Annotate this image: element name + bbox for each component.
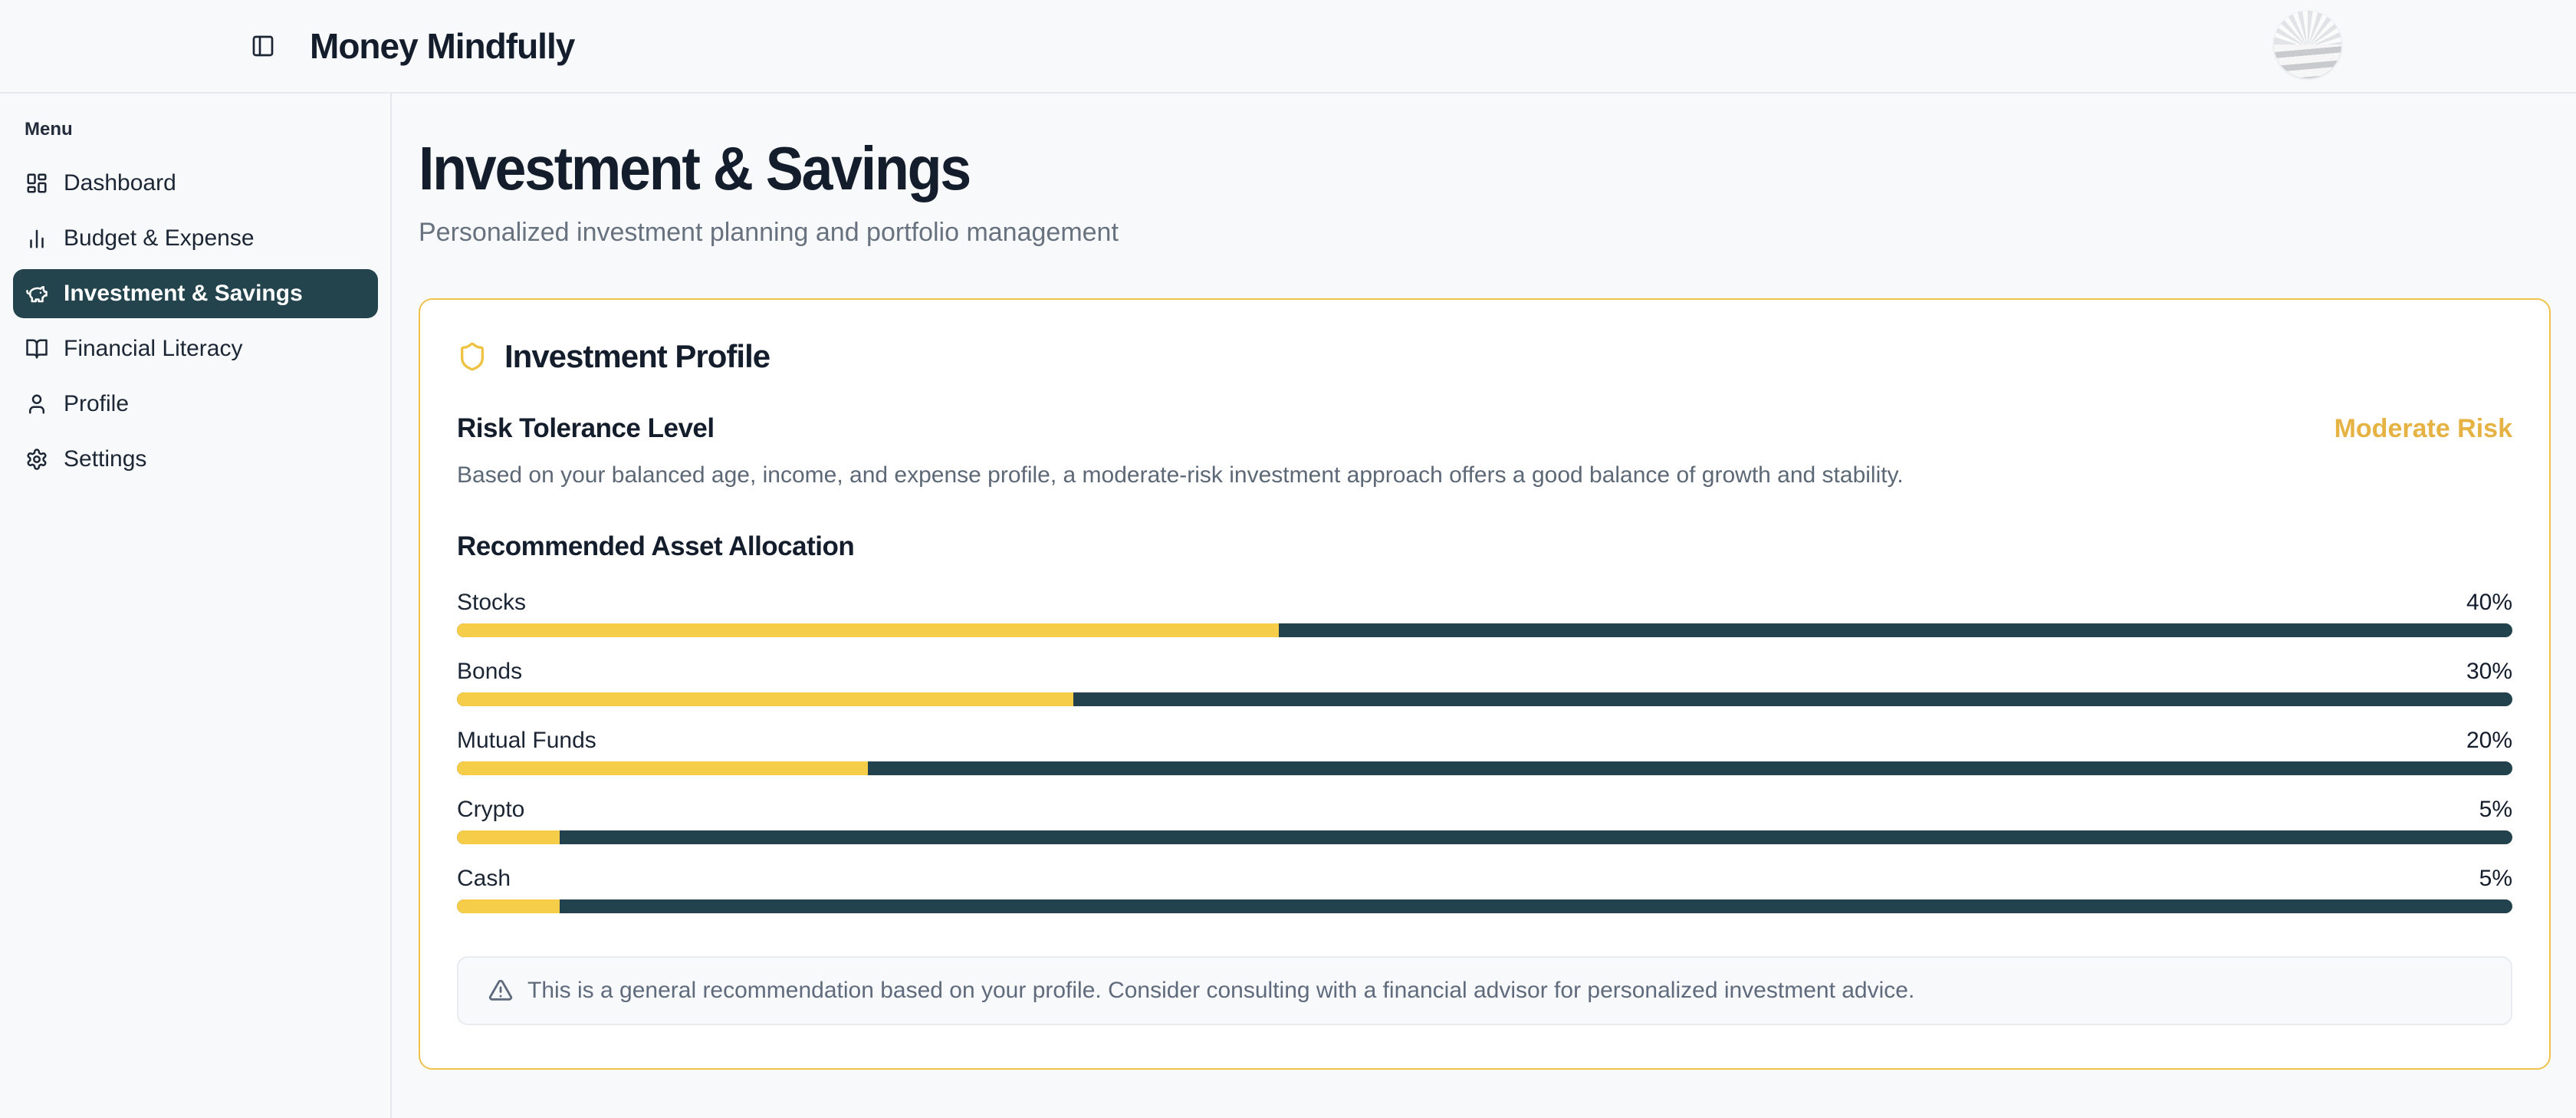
allocation-bar-fill: [457, 899, 560, 913]
gear-icon: [25, 448, 48, 471]
sidebar-item-settings[interactable]: [13, 435, 378, 484]
allocation-row-stocks: [457, 590, 2512, 637]
allocation-percent: 40%: [2466, 590, 2512, 615]
page-subtitle: Personalized investment planning and portfolio management: [419, 218, 1119, 247]
risk-level-badge: Moderate Risk: [2334, 414, 2512, 443]
allocation-row-bonds: [457, 659, 2512, 706]
page-title: Investment & Savings: [419, 134, 970, 202]
risk-tolerance-heading: Risk Tolerance Level: [457, 413, 715, 443]
allocation-bar-track: [457, 899, 2512, 913]
panel-left-icon: [251, 34, 275, 58]
sidebar-item-label: Budget & Expense: [64, 225, 255, 251]
bar-chart-icon: [25, 227, 48, 250]
card-header: [457, 338, 2512, 375]
allocation-row-crypto: [457, 797, 2512, 844]
allocation-percent: 30%: [2466, 659, 2512, 684]
allocation-bar-fill: [457, 692, 1073, 706]
allocation-list: [457, 590, 2512, 913]
card-title: Investment Profile: [504, 338, 770, 374]
app-shell: [0, 94, 2576, 1118]
sidebar-item-budget-expense[interactable]: [13, 214, 378, 263]
sidebar-item-label: Financial Literacy: [64, 336, 243, 361]
disclaimer-note: [457, 956, 2512, 1025]
shield-icon: [457, 341, 488, 372]
sidebar-item-investment-savings[interactable]: [13, 269, 378, 318]
app-title: Money Mindfully: [310, 26, 575, 66]
allocation-label: Bonds: [457, 659, 523, 684]
sidebar-item-label: Dashboard: [64, 170, 176, 196]
allocation-bar-track: [457, 830, 2512, 844]
allocation-bar-track: [457, 761, 2512, 775]
allocation-row-mutual-funds: [457, 728, 2512, 775]
dashboard-icon: [25, 172, 48, 195]
allocation-percent: 5%: [2479, 866, 2512, 891]
user-avatar[interactable]: [2274, 11, 2341, 78]
sidebar-nav: [0, 159, 390, 484]
risk-tolerance-row: [457, 413, 2512, 444]
app-header: [0, 0, 2576, 94]
sidebar-item-profile[interactable]: [13, 380, 378, 429]
allocation-bar-track: [457, 692, 2512, 706]
allocation-label: Crypto: [457, 797, 525, 822]
allocation-heading: Recommended Asset Allocation: [457, 531, 855, 561]
main-content: [392, 94, 2576, 1118]
user-icon: [25, 393, 48, 416]
allocation-label: Stocks: [457, 590, 527, 615]
sidebar-toggle-button[interactable]: [245, 28, 281, 64]
allocation-row-cash: [457, 866, 2512, 913]
disclaimer-text: This is a general recommendation based on your profile. Consider consulting with a financial advisor for personalized investment advice.: [527, 978, 1915, 1003]
piggy-bank-icon: [25, 282, 48, 305]
allocation-label: Cash: [457, 866, 511, 891]
allocation-percent: 5%: [2479, 797, 2512, 822]
risk-description: Based on your balanced age, income, and expense profile, a moderate-risk investment approach offers a good balance of growth and stability.: [457, 462, 1904, 488]
sidebar-item-label: Investment & Savings: [64, 281, 303, 306]
triangle-alert-icon: [488, 978, 514, 1004]
sidebar-item-label: Profile: [64, 391, 130, 416]
sidebar-menu-label: Menu: [25, 119, 73, 140]
sidebar: [0, 94, 392, 1118]
sidebar-item-label: Settings: [64, 446, 147, 472]
allocation-bar-fill: [457, 830, 560, 844]
investment-profile-card: [419, 298, 2551, 1070]
allocation-percent: 20%: [2466, 728, 2512, 753]
sidebar-item-financial-literacy[interactable]: [13, 324, 378, 373]
sidebar-item-dashboard[interactable]: [13, 159, 378, 208]
allocation-label: Mutual Funds: [457, 728, 596, 753]
book-open-icon: [25, 337, 48, 360]
allocation-bar-fill: [457, 761, 868, 775]
allocation-bar-fill: [457, 623, 1279, 637]
allocation-bar-track: [457, 623, 2512, 637]
